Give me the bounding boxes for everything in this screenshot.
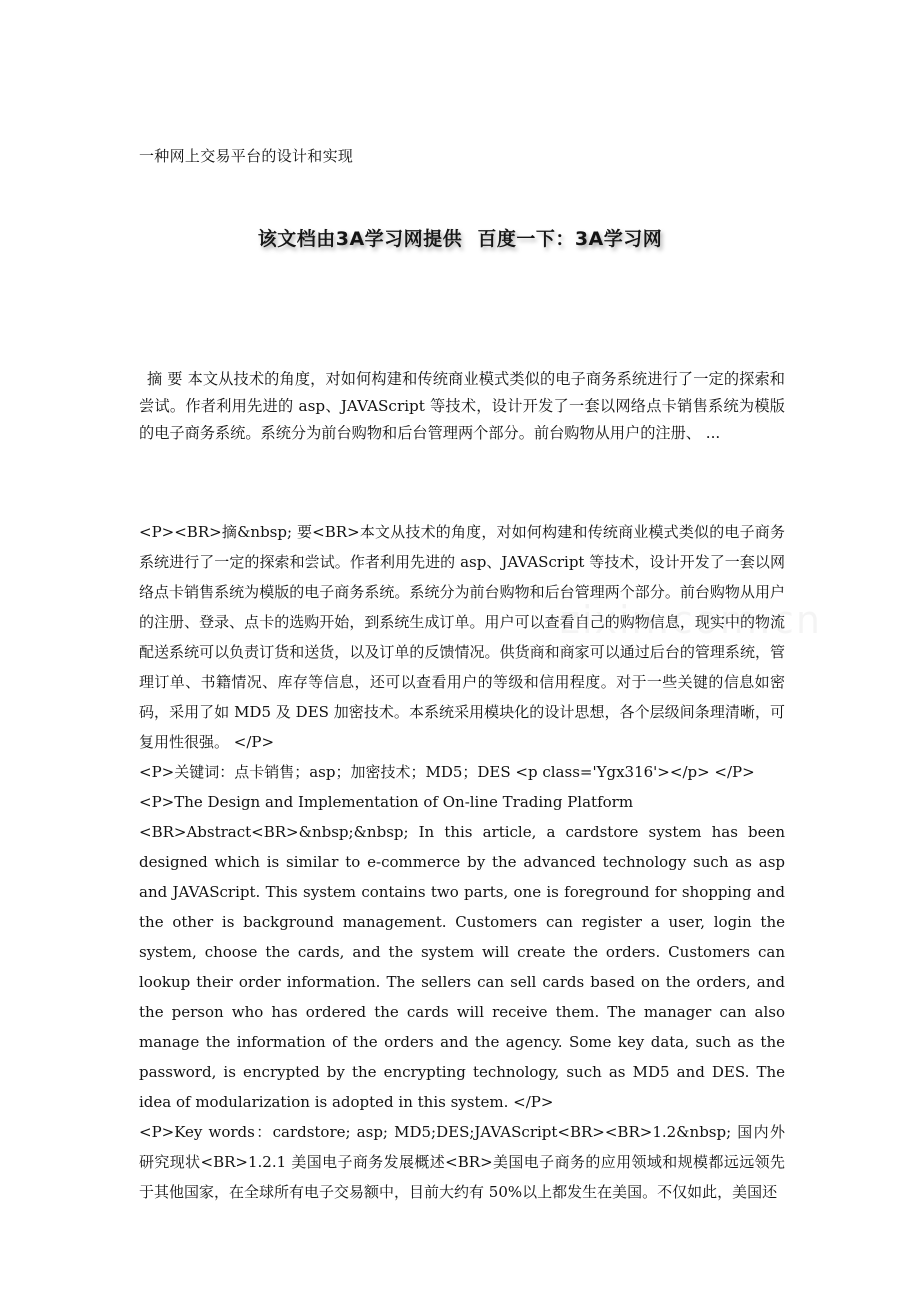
document-title: 一种网上交易平台的设计和实现 (139, 147, 354, 165)
paragraph-key-words-and-section: <P>Key words：cardstore; asp; MD5;DES;JAVAScript<BR><BR>1.2&nbsp; 国内外研究现状<BR>1.2.1 美国电子商务发展概述<BR>美国电子商务的应用领域和规模都远远领先于其他国家，在全球所有电子交易额中，目前大约有 50%以上都发生在美国。不仅如此，美国还 (139, 1123, 785, 1201)
banner-source-text: 该文档由3A学习网提供 (257, 228, 463, 250)
source-banner (0, 224, 920, 251)
body-text (139, 517, 785, 1207)
paragraph-keywords: <P>关键词：点卡销售；asp；加密技术；MD5；DES <p class='Ygx316'></p> </P> (139, 763, 755, 781)
paragraph-chinese-abstract: <P><BR>摘&nbsp; 要<BR>本文从技术的角度，对如何构建和传统商业模式类似的电子商务系统进行了一定的探索和尝试。作者利用先进的 asp、JAVAScript 等技术，设计开发了一套以网络点卡销售系统为模版的电子商务系统。系统分为前台购物和后台管理两个部分。前台购物从用户的注册、登录、点卡的选购开始，到系统生成订单。用户可以查看自己的购物信息，现实中的物流配送系统可以负责订货和送货，以及订单的反馈情况。供货商和商家可以通过后台的管理系统，管理订单、书籍情况、库存等信息，还可以查看用户的等级和信用程度。对于一些关键的信息如密码，采用了如 MD5 及 DES 加密技术。本系统采用模块化的设计思想，各个层级间条理清晰，可复用性很强。 </P> (139, 523, 785, 751)
paragraph-english-title: <P>The Design and Implementation of On-line Trading Platform (139, 793, 634, 811)
paragraph-english-abstract: <BR>Abstract<BR>&nbsp;&nbsp; In this article, a cardstore system has been designed which is similar to e-commerce by the advanced technology such as asp and JAVAScript. This system contains two parts, one is foreground for shopping and the other is background management. Customers can register a user, login the system, choose the cards, and the system will create the orders. Customers can lookup their order information. The sellers can sell cards based on the orders, and the person who has ordered the cards will receive them. The manager can also manage the information of the orders and the agency. Some key data, such as the password, is encrypted by the encrypting technology, such as MD5 and DES. The idea of modularization is adopted in this system. </P> (139, 823, 785, 1111)
banner-search-text: 百度一下：3A学习网 (477, 228, 663, 250)
abstract-summary: 摘 要 本文从技术的角度，对如何构建和传统商业模式类似的电子商务系统进行了一定的探索和尝试。作者利用先进的 asp、JAVAScript 等技术，设计开发了一套以网络点卡销售系统为模版的电子商务系统。系统分为前台购物和后台管理两个部分。前台购物从用户的注册、 ... (139, 370, 785, 442)
